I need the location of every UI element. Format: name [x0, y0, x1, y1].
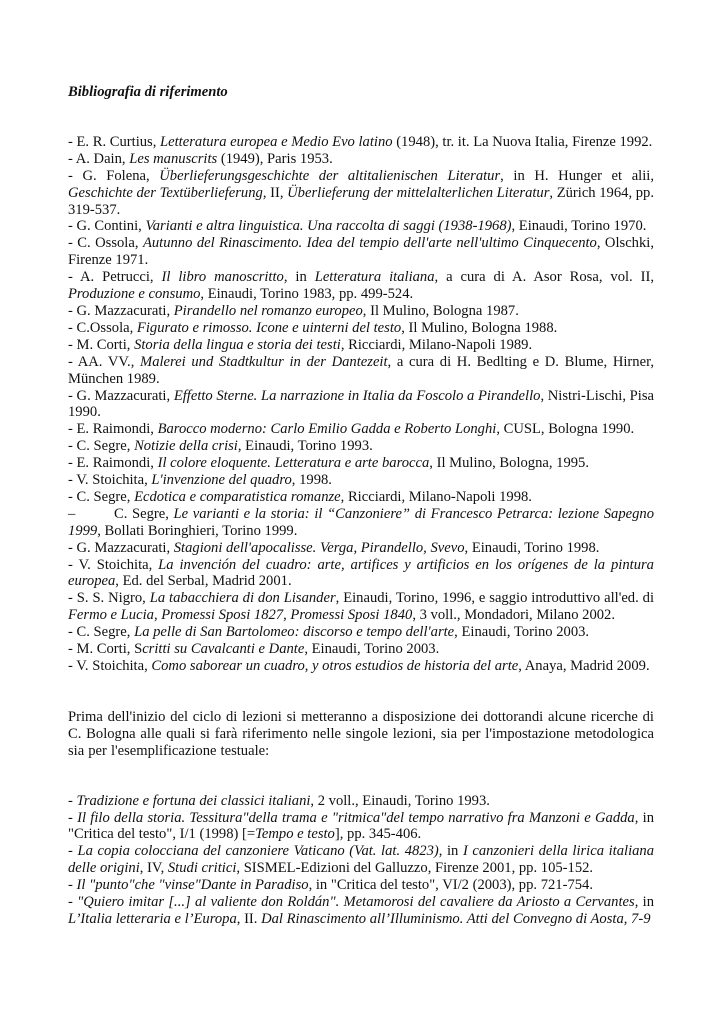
research-entry: [68, 843, 654, 877]
citation-text: - C. Segre,: [68, 488, 135, 505]
bibliography-entry: [68, 388, 654, 422]
title-text: Il libro manoscritto: [161, 269, 284, 286]
title-text: , Figurato e rimosso. Icone e uinterni del testo: [129, 319, 402, 336]
citation-text: , Il Mulino, Bologna 1987.: [362, 302, 519, 319]
citation-text: , in H. Hunger et alii,: [500, 167, 654, 184]
citation-text: -: [68, 809, 78, 826]
citation-text: C. Segre,: [114, 505, 174, 522]
citation-text: , 1998.: [291, 472, 332, 489]
bibliography-entry: [68, 168, 654, 219]
citation-text: - V. Stoichita,: [68, 658, 152, 674]
citation-text: , CUSL, Bologna 1990.: [496, 421, 635, 438]
title-text: I canzonieri della lirica italiana delle origini: [68, 843, 655, 877]
citation-text: - V. Stoichita,: [68, 472, 152, 489]
citation-text: , Zürich 1964, pp. 319-537.: [68, 184, 654, 218]
citation-text: , in: [634, 894, 655, 911]
title-text: Stagioni dell'apocalisse. Verga, Pirandello, Svevo: [173, 539, 465, 556]
citation-text: , Einaudi, Torino 1998.: [464, 539, 600, 556]
citation-text: , Bollati Boringhieri, Torino 1999.: [97, 522, 298, 539]
title-text: Il "punto"che "vinse"Dante in Paradiso: [76, 877, 309, 894]
bibliography-entry: [68, 354, 654, 388]
title-text: Varianti e altra linguistica. Una raccolta di saggi (1938-1968): [145, 218, 512, 235]
citation-text: - C. Ossola,: [68, 235, 143, 252]
title-text: Produzione e consumo: [68, 286, 201, 303]
bibliography-entry: [68, 472, 654, 489]
title-text: Tempo e testo: [255, 826, 335, 843]
bibliography-entry: [68, 624, 654, 641]
citation-text: , II.: [236, 910, 262, 927]
citation-text: - V. Stoichita,: [68, 556, 159, 573]
bibliography-entry: [68, 590, 654, 624]
citation-text: - G. Contini,: [68, 218, 146, 235]
citation-text: , Anaya, Madrid 2009.: [518, 658, 650, 674]
title-text: Letteratura italiana: [314, 269, 435, 286]
citation-text: , II,: [262, 184, 288, 201]
citation-text: , Il Mulino, Bologna 1988.: [401, 319, 558, 336]
bibliography-entry: [68, 540, 654, 557]
citation-text: ], pp. 345-406.: [334, 826, 422, 843]
title-text: Malerei und Stadtkultur in der Dantezeit: [140, 353, 388, 370]
citation-text: - G. Folena,: [68, 167, 160, 184]
citation-text: , a cura di A. Asor Rosa, vol. II,: [434, 269, 655, 286]
citation-text: (1949), Paris 1953.: [217, 150, 333, 167]
citation-text: - M. Corti, S: [68, 641, 143, 658]
title-text: Studi critici: [167, 860, 237, 877]
citation-text: - A. Petrucci,: [68, 269, 162, 286]
bibliography-list: [68, 134, 654, 675]
research-list: [68, 793, 654, 928]
citation-text: , 2 voll., Einaudi, Torino 1993.: [310, 792, 490, 809]
title-text: Überlieferungsgeschichte der altitalienischen Literatur: [159, 167, 501, 184]
citation-text: - C.Ossola: [68, 319, 130, 336]
bibliography-entry: [68, 489, 654, 506]
citation-text: , Il Mulino, Bologna, 1995.: [429, 455, 590, 472]
citation-text: - AA. VV.,: [68, 353, 141, 370]
bibliography-entry: [68, 134, 654, 151]
research-entry: [68, 793, 654, 810]
title-text: La pelle di San Bartolomeo: discorso e tempo dell'arte: [134, 624, 455, 641]
citation-text: , Ricciardi, Milano-Napoli 1989.: [340, 336, 533, 353]
bibliography-entry: [68, 320, 654, 337]
title-text: La tabacchiera di don Lisander: [149, 590, 336, 607]
title-text: Ecdotica e comparatistica romanze: [134, 488, 341, 505]
citation-text: - S. S. Nigro,: [68, 590, 150, 607]
title-text: L'invenzione del quadro: [151, 472, 292, 489]
title-text: Effetto Sterne. La narrazione in Italia da Foscolo a Pirandello: [173, 387, 541, 404]
citation-text: - E. Raimondi,: [68, 455, 158, 472]
research-entry: [68, 894, 654, 928]
title-text: Barocco moderno: Carlo Emilio Gadda e Roberto Longhi: [157, 421, 497, 438]
citation-text: , in "Critica del testo", I/1 (1998) [=: [68, 809, 654, 843]
research-entry: [68, 810, 654, 844]
citation-text: (1948), tr. it. La Nuova Italia, Firenze 1992.: [392, 133, 653, 150]
citation-text: - E. R. Curtius,: [68, 133, 161, 150]
citation-text: , in: [283, 269, 315, 286]
citation-text: , 3 voll., Mondadori, Milano 2002.: [412, 607, 615, 624]
citation-text: -: [68, 877, 77, 894]
document-page: [68, 84, 654, 928]
citation-text: , IV,: [139, 860, 168, 877]
title-text: Pirandello nel romanzo europeo: [173, 302, 363, 319]
bibliography-entry: [68, 269, 654, 303]
citation-text: , Olschki, Firenze 1971.: [68, 235, 654, 269]
title-text: Promessi Sposi 1840: [290, 607, 413, 624]
citation-text: –: [68, 505, 76, 522]
bibliography-entry: [68, 557, 654, 591]
title-text: La copia colocciana del canzoniere Vaticano (Vat. lat. 4823): [77, 843, 439, 860]
title-text: L’Italia letteraria e l’Europa: [68, 910, 237, 927]
title-text: Dal Rinascimento all’Illuminismo. Atti del Convegno di Aosta, 7-9: [261, 910, 651, 927]
bibliography-entry: [68, 641, 654, 658]
citation-text: , Einaudi, Torino, 1996, e saggio introduttivo all'ed. di: [335, 590, 655, 607]
citation-text: , SISMEL-Edizioni del Galluzzo, Firenze 2001, pp. 105-152.: [236, 860, 594, 877]
research-entry: [68, 877, 654, 894]
citation-text: ,: [283, 607, 291, 624]
citation-text: -: [68, 894, 78, 911]
section-heading: Bibliografia di riferimento: [68, 84, 228, 100]
title-text: Storia della lingua e storia dei testi: [134, 336, 341, 353]
citation-text: - C. Segre,: [68, 624, 135, 641]
citation-text: - G. Mazzacurati,: [68, 302, 174, 319]
citation-text: -: [68, 792, 77, 809]
citation-text: - A. Dain,: [68, 150, 130, 167]
citation-text: , Einaudi, Torino 2003.: [454, 624, 590, 641]
citation-text: , in: [438, 843, 463, 860]
bibliography-entry: [68, 506, 654, 540]
title-text: Como saborear un cuadro, y otros estudios de historia del arte: [151, 658, 519, 674]
bibliography-entry: [68, 303, 654, 320]
citation-text: ,: [153, 607, 162, 624]
title-text: La invención del cuadro: arte, artifices y artificios en los orígenes de la pintura europea: [68, 556, 654, 590]
title-text: Les manuscrits: [129, 150, 218, 167]
title-text: Tradizione e fortuna dei classici italiani: [76, 792, 311, 809]
title-text: Le varianti e la storia: il “Canzoniere” di Francesco Petrarca: lezione Sapegno 1999: [68, 505, 654, 539]
citation-text: - E. Raimondi,: [68, 421, 158, 438]
title-text: "Quiero imitar [...] al valiente don Roldán". Metamorosi del cavaliere da Ariosto a Cervantes: [77, 894, 635, 911]
citation-text: , Einaudi, Torino 2003.: [304, 641, 440, 658]
title-text: critti su Cavalcanti e Dante: [142, 641, 305, 658]
citation-text: , a cura di H. Bedlting e D. Blume, Hirner, München 1989.: [68, 353, 654, 387]
bibliography-entry: [68, 218, 654, 235]
title-text: Letteratura europea e Medio Evo latino: [160, 133, 393, 150]
bibliography-entry: [68, 151, 654, 168]
title-text: Notizie della crisi: [134, 438, 238, 455]
citation-text: , Ricciardi, Milano-Napoli 1998.: [340, 488, 532, 505]
title-text: Autunno del Rinascimento. Idea del tempio dell'arte nell'ultimo Cinquecento: [142, 235, 597, 252]
title-text: Promessi Sposi 1827: [161, 607, 284, 624]
citation-text: , Ed. del Serbal, Madrid 2001.: [115, 573, 292, 590]
citation-text: -: [68, 843, 78, 860]
bibliography-entry: [68, 235, 654, 269]
citation-text: , Einaudi, Torino 1983, pp. 499-524.: [200, 286, 414, 303]
citation-text: , in "Critica del testo", VI/2 (2003), pp. 721-754.: [308, 877, 593, 894]
title-text: Il colore eloquente. Letteratura e arte barocca: [157, 455, 430, 472]
bibliography-entry: [68, 337, 654, 354]
title-text: Geschichte der Textüberlieferung: [68, 184, 263, 201]
bibliography-entry: [68, 438, 654, 455]
title-text: Überlieferung der mittelalterlichen Literatur: [287, 184, 550, 201]
bibliography-entry: [68, 658, 654, 675]
title-text: Il filo della storia. Tessitura"della trama e "ritmica"del tempo narrativo fra Manzoni e Gadda: [77, 809, 635, 826]
citation-text: - G. Mazzacurati,: [68, 387, 174, 404]
citation-text: - G. Mazzacurati,: [68, 539, 174, 556]
title-text: Fermo e Lucia: [68, 607, 154, 624]
bibliography-entry: [68, 421, 654, 438]
intro-paragraph: Prima dell'inizio del ciclo di lezioni si metteranno a disposizione dei dottorandi alcune ricerche di C. Bologna alle quali si farà riferimento nelle singole lezioni, sia per l'impostazione metodologica sia per l'esemplificazione testuale:: [68, 708, 654, 759]
bibliography-entry: [68, 455, 654, 472]
citation-text: , Einaudi, Torino 1993.: [237, 438, 373, 455]
citation-text: - M. Corti,: [68, 336, 135, 353]
citation-text: , Einaudi, Torino 1970.: [511, 218, 647, 235]
citation-text: - C. Segre,: [68, 438, 135, 455]
citation-text: , Nistri-Lischi, Pisa 1990.: [68, 387, 654, 421]
